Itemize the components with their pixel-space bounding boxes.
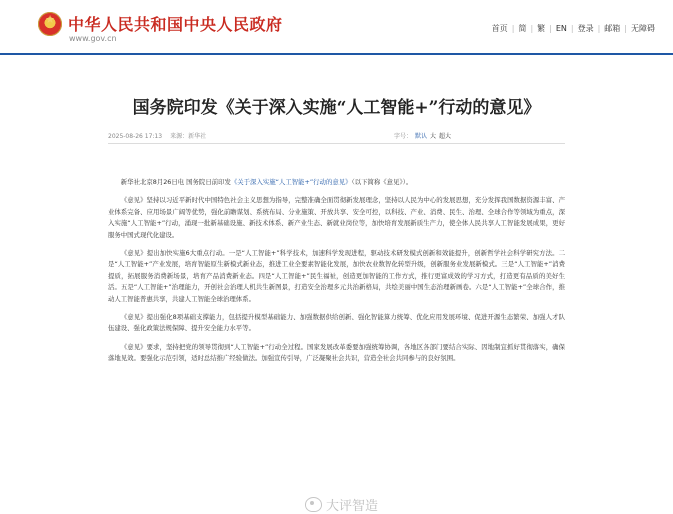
publish-date: 2025-08-26 17:13 bbox=[108, 133, 163, 140]
font-size-xlarge-option[interactable]: 超大 bbox=[438, 133, 451, 140]
site-url: www.gov.cn bbox=[69, 34, 117, 43]
weibo-icon bbox=[305, 497, 322, 512]
article-title: 国务院印发《关于深入实施“人工智能+”行动的意见》 bbox=[132, 98, 541, 118]
top-nav bbox=[492, 23, 655, 34]
nav-divider: | bbox=[511, 24, 515, 33]
nav-divider: | bbox=[597, 24, 601, 33]
nav-divider: | bbox=[549, 24, 552, 33]
paragraph-support-capabilities: 《意见》提出强化8项基础支撑能力，包括提升模型基础能力、加强数据供给创新、强化智能算力统筹、优化应用发展环境、促进开源生态繁荣、加强人才队伍建设、强化政策法规保障、提升安全能力水平等。 bbox=[108, 313, 565, 333]
article-body bbox=[108, 177, 565, 372]
policy-document-link[interactable]: 《关于深入实施“人工智能+”行动的意见》 bbox=[230, 178, 352, 186]
nav-divider: | bbox=[570, 24, 574, 33]
article-container bbox=[0, 55, 673, 514]
national-emblem-icon bbox=[38, 12, 62, 36]
nav-divider: | bbox=[530, 24, 534, 33]
nav-home-link[interactable]: 首页 bbox=[491, 24, 508, 33]
lead-text-tail: （以下简称《意见》）。 bbox=[351, 178, 413, 186]
paragraph-guiding-principles: 《意见》坚持以习近平新时代中国特色社会主义思想为指导，完整准确全面贯彻新发展理念，坚持以人民为中心的发展思想，充分发挥我国数据资源丰富、产业体系完备、应用场景广阔等优势，强化前瞻谋划、系统布局、分业施策、开放共享、安全可控，以科技、产业、消费、民生、治理、全球合作等领域为重点，深入实施“人工智能+”行动，涌现一批新基础设施、新技术体系、新产业生态、新就业岗位等，加快培育发展新质生产力，使全体人民共享人工智能发展成果，更好服务中国式现代化建设。 bbox=[108, 196, 565, 239]
font-size-label: 字号： bbox=[393, 133, 412, 140]
nav-accessibility-link[interactable]: 无障碍 bbox=[631, 24, 655, 33]
site-header bbox=[0, 0, 673, 62]
site-title[interactable]: 中华人民共和国中央人民政府 bbox=[68, 15, 283, 34]
font-size-default-option[interactable]: 默认 bbox=[414, 133, 427, 140]
lead-text: 新华社北京8月26日电 国务院日前印发 bbox=[120, 178, 231, 186]
nav-simplified-link[interactable]: 简 bbox=[518, 24, 527, 33]
nav-login-link[interactable]: 登录 bbox=[577, 24, 594, 33]
font-size-switcher bbox=[394, 131, 451, 140]
nav-mail-link[interactable]: 邮箱 bbox=[604, 24, 621, 33]
nav-traditional-link[interactable]: 繁 bbox=[537, 24, 546, 33]
paragraph-requirements: 《意见》要求，坚持把党的领导贯彻到“人工智能+”行动全过程。国家发展改革委要加强统筹协调，各地区各部门要结合实际、因地制宜抓好贯彻落实，确保落地见效。要强化示范引领，适时总结推广经验做法。加强宣传引导，广泛凝聚社会共识，营造全社会共同参与的良好氛围。 bbox=[108, 342, 565, 363]
article-source: 来源：新华社 bbox=[170, 133, 207, 140]
watermark bbox=[305, 495, 378, 514]
nav-divider: | bbox=[624, 24, 627, 33]
watermark-text: 大评智造 bbox=[326, 499, 379, 514]
paragraph-lead bbox=[108, 177, 565, 188]
meta-divider bbox=[108, 143, 565, 144]
nav-english-link[interactable]: EN bbox=[555, 24, 567, 33]
paragraph-key-actions: 《意见》提出加快实施6大重点行动。一是“人工智能+”科学技术，加速科学发现进程，驱动技术研发模式创新和效能提升，创新哲学社会科学研究方法。二是“人工智能+”产业发展，培育智能原生新模式新业态，推进工业全要素智能化发展，加快农业数智化转型升级，创新服务业发展新模式。三是“人工智能+”消费提质，拓展服务消费新场景，培育产品消费新业态。四是“人工智能+”民生福祉，创造更加智能的工作方式，推行更富成效的学习方式，打造更有品质的美好生活。五是“人工智能+”治理能力，开创社会治理人机共生新图景，打造安全治理多元共治新格局，共绘美丽中国生态治理新画卷。六是“人工智能+”全球合作，推动人工智能普惠共享，共建人工智能全球治理体系。 bbox=[108, 249, 565, 303]
article-meta bbox=[108, 131, 206, 140]
font-size-large-option[interactable]: 大 bbox=[429, 133, 436, 140]
